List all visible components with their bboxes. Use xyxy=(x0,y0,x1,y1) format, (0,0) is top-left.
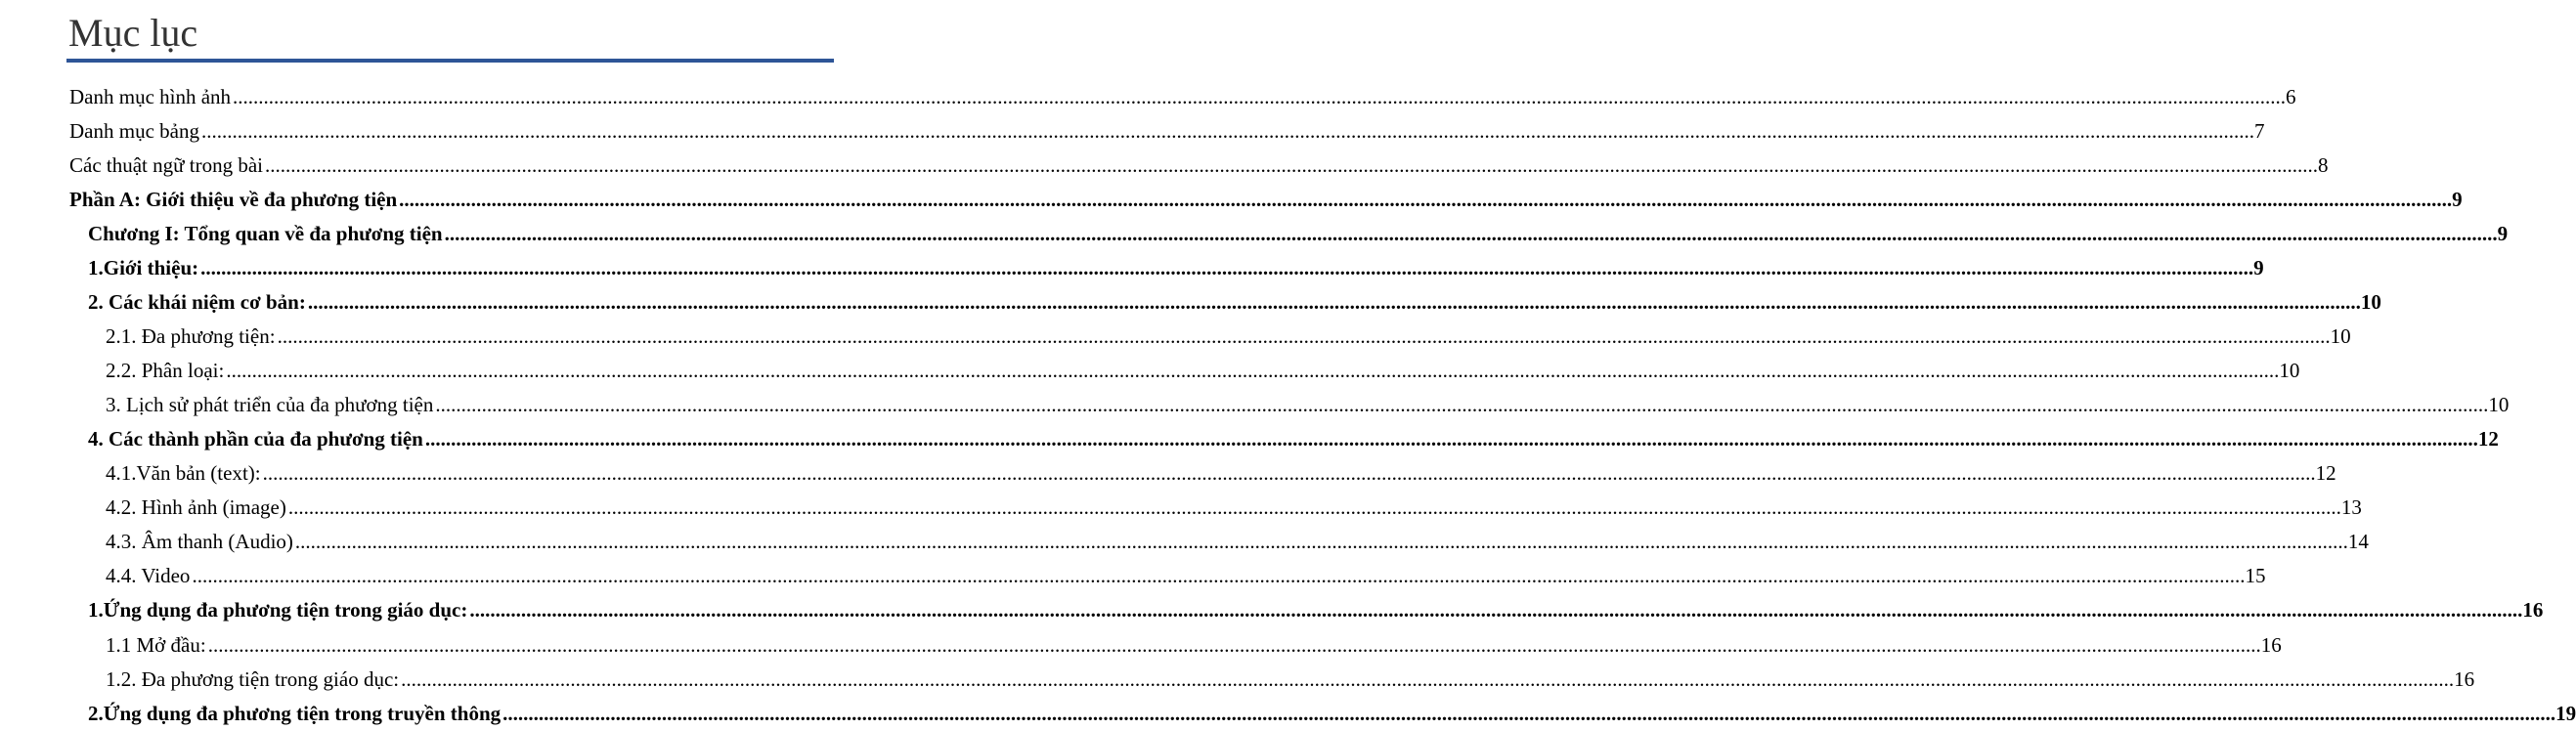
toc-entry-label: 1.1 Mở đầu: xyxy=(106,632,206,657)
toc-entry[interactable] xyxy=(0,319,2351,353)
toc-entry[interactable] xyxy=(0,422,2499,456)
toc-entry[interactable] xyxy=(0,593,2544,627)
toc-entry-label: Phần A: Giới thiệu về đa phương tiện xyxy=(69,187,398,211)
toc-page-number: 16 xyxy=(2260,632,2282,657)
toc-page-number: 8 xyxy=(2318,152,2329,177)
toc-dot-leader: ................................................................................................................................................................................................................................................................................................................................................................................................................ xyxy=(469,598,2523,623)
toc-page-number: 16 xyxy=(2454,666,2475,691)
toc-dot-leader: ................................................................................................................................................................................................................................................................................................................................................................................................................ xyxy=(192,564,2246,588)
toc-entry-label: 4.4. Video xyxy=(106,564,191,588)
toc-entry[interactable] xyxy=(0,696,2576,730)
toc-dot-leader: ................................................................................................................................................................................................................................................................................................................................................................................................................ xyxy=(200,118,2254,143)
toc-entry-label: 2.2. Phân loại: xyxy=(106,359,225,383)
toc-entry-label: Chương I: Tổng quan về đa phương tiện xyxy=(88,221,443,245)
toc-entry[interactable] xyxy=(0,182,2463,216)
toc-entry[interactable] xyxy=(0,250,2264,284)
table-of-contents xyxy=(0,79,2576,730)
toc-page-number: 10 xyxy=(2279,359,2300,383)
toc-entry[interactable] xyxy=(0,559,2266,593)
toc-entry-label: 2.1. Đa phương tiện: xyxy=(106,323,276,348)
toc-page-number: 14 xyxy=(2347,530,2369,554)
toc-dot-leader: ................................................................................................................................................................................................................................................................................................................................................................................................................ xyxy=(262,461,2316,486)
toc-dot-leader: ................................................................................................................................................................................................................................................................................................................................................................................................................ xyxy=(435,393,2489,417)
toc-entry-label: 1.Ứng dụng đa phương tiện trong giáo dục: xyxy=(88,598,468,623)
toc-entry-label: Danh mục bảng xyxy=(69,118,199,143)
toc-dot-leader: ................................................................................................................................................................................................................................................................................................................................................................................................................ xyxy=(444,221,2498,245)
toc-entry[interactable] xyxy=(0,79,2296,113)
toc-page-number: 19 xyxy=(2555,701,2576,725)
toc-entry-label: 4.3. Âm thanh (Audio) xyxy=(106,530,293,554)
toc-page-number: 6 xyxy=(2286,84,2296,108)
toc-page-number: 10 xyxy=(2330,323,2351,348)
toc-dot-leader: ................................................................................................................................................................................................................................................................................................................................................................................................................ xyxy=(226,359,2280,383)
toc-entry-label: 4.1.Văn bản (text): xyxy=(106,461,261,486)
toc-entry[interactable] xyxy=(0,525,2369,559)
toc-dot-leader: ................................................................................................................................................................................................................................................................................................................................................................................................................ xyxy=(401,666,2455,691)
toc-entry[interactable] xyxy=(0,216,2509,250)
toc-page-number: 9 xyxy=(2497,221,2509,245)
toc-dot-leader: ................................................................................................................................................................................................................................................................................................................................................................................................................ xyxy=(200,255,2254,279)
toc-entry[interactable] xyxy=(0,148,2329,182)
toc-dot-leader: ................................................................................................................................................................................................................................................................................................................................................................................................................ xyxy=(502,701,2556,725)
toc-entry-label: 2. Các khái niệm cơ bản: xyxy=(88,289,306,314)
toc-page-number: 12 xyxy=(2315,461,2336,486)
toc-dot-leader: ................................................................................................................................................................................................................................................................................................................................................................................................................ xyxy=(424,427,2478,451)
toc-entry-label: 2.Ứng dụng đa phương tiện trong truyền thông xyxy=(88,701,502,725)
toc-dot-leader: ................................................................................................................................................................................................................................................................................................................................................................................................................ xyxy=(399,187,2453,211)
toc-page-number: 9 xyxy=(2452,187,2463,211)
toc-entry[interactable] xyxy=(0,388,2510,422)
toc-dot-leader: ................................................................................................................................................................................................................................................................................................................................................................................................................ xyxy=(207,632,2261,657)
toc-page-number: 10 xyxy=(2488,393,2510,417)
toc-page-number: 10 xyxy=(2360,289,2381,314)
toc-page-number: 13 xyxy=(2340,495,2362,520)
toc-entry-label: Danh mục hình ảnh xyxy=(69,84,232,108)
toc-entry-label: 4.2. Hình ảnh (image) xyxy=(106,495,286,520)
toc-entry[interactable] xyxy=(0,456,2336,491)
toc-entry[interactable] xyxy=(0,627,2282,662)
toc-dot-leader: ................................................................................................................................................................................................................................................................................................................................................................................................................ xyxy=(307,289,2361,314)
toc-page-number: 7 xyxy=(2253,118,2265,143)
toc-page-number: 15 xyxy=(2245,564,2266,588)
toc-entry-label: 1.Giới thiệu: xyxy=(88,255,199,279)
toc-entry[interactable] xyxy=(0,491,2362,525)
toc-page-number: 9 xyxy=(2253,255,2264,279)
toc-entry[interactable] xyxy=(0,662,2475,696)
toc-dot-leader: ................................................................................................................................................................................................................................................................................................................................................................................................................ xyxy=(265,152,2319,177)
toc-entry-label: 3. Lịch sử phát triển của đa phương tiện xyxy=(106,393,434,417)
toc-entry-label: Các thuật ngữ trong bài xyxy=(69,152,264,177)
toc-page-number: 16 xyxy=(2522,598,2544,623)
toc-dot-leader: ................................................................................................................................................................................................................................................................................................................................................................................................................ xyxy=(287,495,2341,520)
toc-entry[interactable] xyxy=(0,113,2265,148)
toc-entry[interactable] xyxy=(0,284,2381,319)
toc-entry-label: 4. Các thành phần của đa phương tiện xyxy=(88,427,423,451)
toc-entry[interactable] xyxy=(0,354,2300,388)
toc-dot-leader: ................................................................................................................................................................................................................................................................................................................................................................................................................ xyxy=(233,84,2287,108)
toc-page-number: 12 xyxy=(2477,427,2499,451)
toc-entry-label: 1.2. Đa phương tiện trong giáo dục: xyxy=(106,666,400,691)
page-title: Mục lục xyxy=(68,11,198,55)
title-underline xyxy=(66,59,834,63)
toc-dot-leader: ................................................................................................................................................................................................................................................................................................................................................................................................................ xyxy=(277,323,2331,348)
toc-dot-leader: ................................................................................................................................................................................................................................................................................................................................................................................................................ xyxy=(294,530,2348,554)
